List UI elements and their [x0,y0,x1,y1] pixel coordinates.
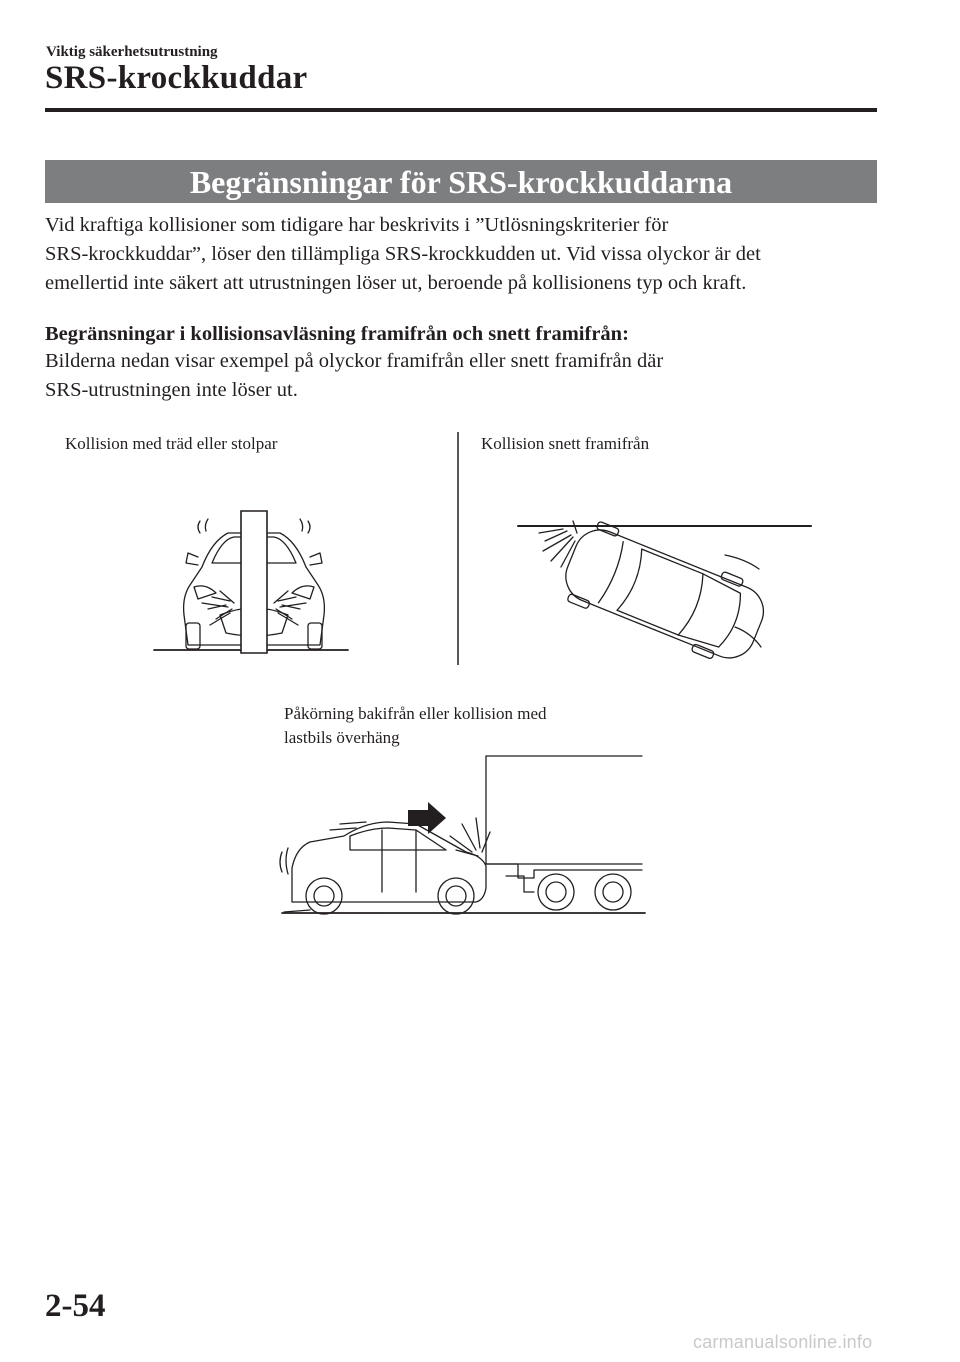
limits-line-1: Bilderna nedan visar exempel på olyckor framifrån eller snett framifrån där [45,350,664,372]
intro-line-1: Vid kraftiga kollisioner som tidigare har beskrivits i ”Utlösningskriterier för [45,214,669,236]
pole [241,511,267,653]
intro-line-2: SRS-krockkuddar”, löser den tillämpliga SRS-krockkudden ut. Vid vissa olyckor är det [45,243,761,265]
intro-line-3: emellertid inte säkert att utrustningen löser ut, beroende på kollisionens typ och kraft. [45,272,747,294]
car-side-body [292,822,486,902]
truck-wheel-1 [538,874,574,910]
limits-line-2: SRS-utrustningen inte löser ut. [45,379,298,401]
oblique-collision-caption: Kollision snett framifrån [481,434,650,453]
oblique-collision-illustration [515,515,815,660]
car-wheel-rear [306,878,342,914]
car-wheel-front [438,878,474,914]
underride-caption-line-2: lastbils överhäng [284,728,400,747]
page-number: 2-54 [45,1288,106,1324]
section-title: SRS-krockkuddar [45,60,308,96]
truck-wheel-2 [595,874,631,910]
footer-watermark-link[interactable]: carmanualsonline.info [693,1332,873,1352]
pole-collision-caption: Kollision med träd eller stolpar [65,434,278,453]
truck-overhang [486,756,642,864]
underride-caption-line-1: Påkörning bakifrån eller kollision med [284,704,547,723]
pole-collision-illustration [150,505,355,660]
section-banner: Begränsningar för SRS-krockkuddarna [45,160,877,203]
chapter-title: Viktig säkerhetsutrustning [46,44,218,60]
underride-collision-illustration [270,752,650,920]
car-top-body [558,522,771,666]
limits-heading: Begränsningar i kollisionsavläsning framifrån och snett framifrån: [45,323,629,345]
